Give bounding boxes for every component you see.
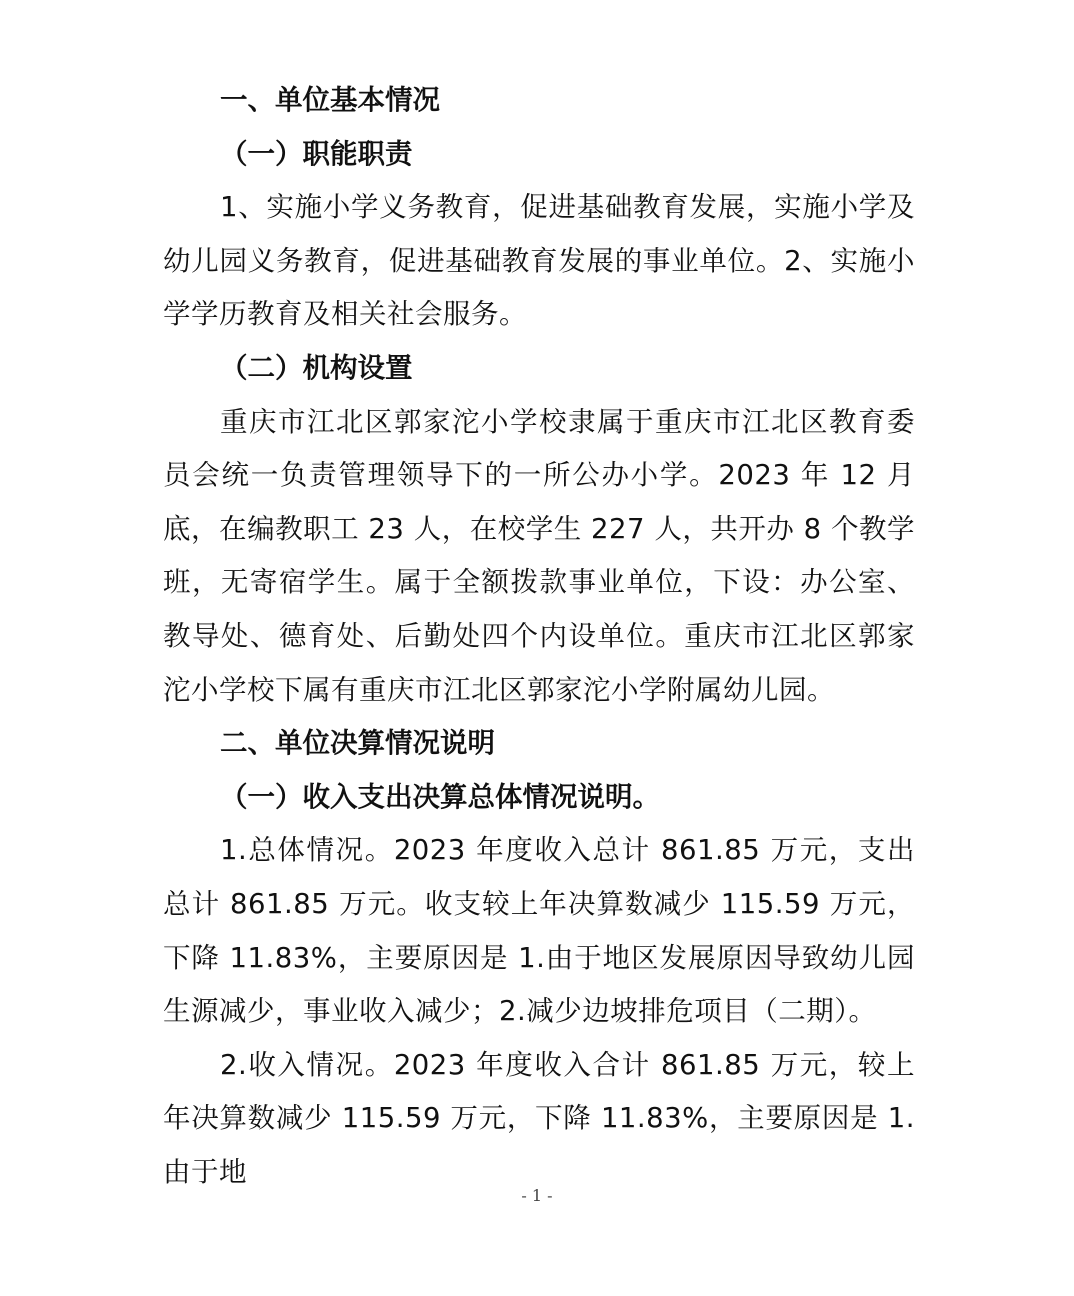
overall-situation-paragraph: 1.总体情况。2023 年度收入总计 861.85 万元，支出总计 861.85 万元。收支较上年决算数减少 115.59 万元，下降 11.83%，主要原因是 1.由于地区发展原因导致幼儿园生源减少，事业收入减少；2.减少边坡排危项目（二期）。	[163, 834, 915, 1028]
section-1-heading: 一、单位基本情况	[220, 84, 440, 116]
section-2-heading: 二、单位决算情况说明	[220, 727, 495, 760]
section-1-sub-2-heading: （二）机构设置	[220, 351, 413, 384]
section-2-sub-1-heading: （一）收入支出决算总体情况说明。	[220, 780, 660, 813]
section-1-sub-1-heading: （一）职能职责	[220, 137, 413, 170]
duties-paragraph: 1、实施小学义务教育，促进基础教育发展，实施小学及幼儿园义务教育，促进基础教育发展的事业单位。2、实施小学学历教育及相关社会服务。	[163, 191, 915, 331]
organization-paragraph: 重庆市江北区郭家沱小学校隶属于重庆市江北区教育委员会统一负责管理领导下的一所公办小学。2023 年 12 月底，在编教职工 23 人，在校学生 227 人，共开办 8 个教学班，无寄宿学生。属于全额拨款事业单位，下设：办公室、教导处、德育处、后勤处四个内设单位。重庆市江北区郭家沱小学校下属有重庆市江北区郭家沱小学附属幼儿园。	[163, 405, 915, 706]
income-situation-paragraph: 2.收入情况。2023 年度收入合计 861.85 万元，较上年决算数减少 115.59 万元，下降 11.83%，主要原因是 1.由于地	[163, 1048, 915, 1188]
page-number: - 1 -	[521, 1186, 553, 1205]
document-body	[163, 74, 915, 1199]
